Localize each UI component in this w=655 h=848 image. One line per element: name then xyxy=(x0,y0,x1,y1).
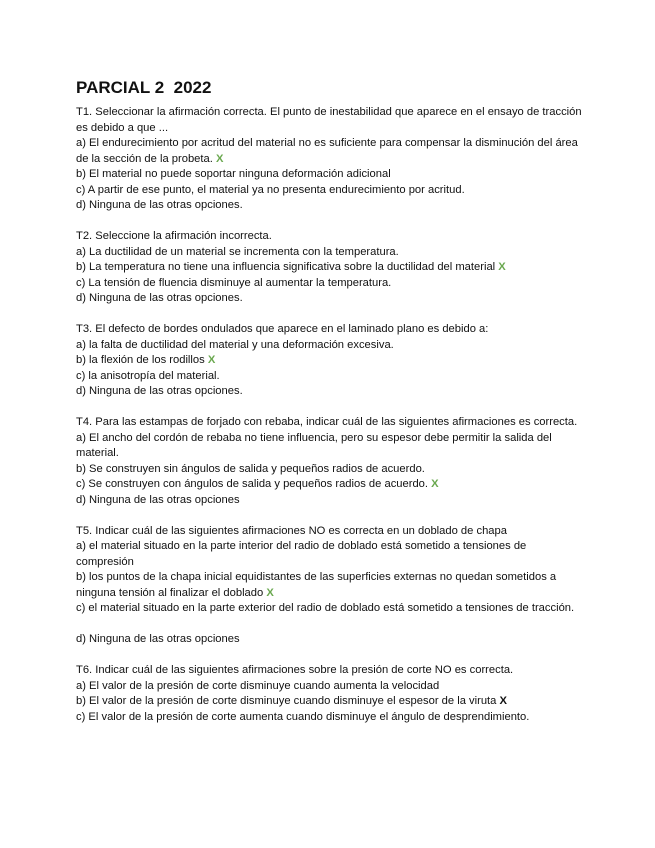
answer-option: d) Ninguna de las otras opciones. xyxy=(76,292,243,304)
blank-line xyxy=(76,617,586,633)
answer-option: a) El valor de la presión de corte disminuye cuando aumenta la velocidad xyxy=(76,679,440,692)
question-prompt: T4. Para las estampas de forjado con rebaba, indicar cuál de las siguientes afirmaciones es correcta. xyxy=(76,416,578,428)
answer-option: d) Ninguna de las otras opciones xyxy=(76,493,240,506)
answer-option: d) Ninguna de las otras opciones. xyxy=(76,199,243,211)
question-prompt: T5. Indicar cuál de las siguientes afirmaciones NO es correcta en un doblado de chapa xyxy=(76,524,507,537)
question-prompt: T1. Seleccionar la afirmación correcta. El punto de inestabilidad que aparece en el ensayo de tracción es debido a que ... xyxy=(76,106,582,134)
answer-option xyxy=(76,694,586,710)
answer-option xyxy=(76,477,586,493)
selected-answer-mark: X xyxy=(499,695,507,707)
answer-option: d) Ninguna de las otras opciones. xyxy=(76,385,243,397)
answer-option: b) Se construyen sin ángulos de salida y pequeños radios de acuerdo. xyxy=(76,462,425,475)
selected-answer-mark: X xyxy=(207,354,216,366)
selected-answer-mark: X xyxy=(431,478,439,490)
question-t5 xyxy=(76,524,586,648)
option-text: c) Se construyen con ángulos de salida y pequeños radios de acuerdo. xyxy=(76,478,429,490)
option-text: b) la flexión de los rodillos xyxy=(76,354,205,366)
answer-option xyxy=(76,570,586,601)
answer-option: c) A partir de ese punto, el material ya no presenta endurecimiento por acritud. xyxy=(76,183,465,196)
document-title: PARCIAL 2 2022 xyxy=(76,78,212,97)
answer-option: a) la falta de ductilidad del material y una deformación excesiva. xyxy=(76,338,394,351)
answer-option: a) La ductilidad de un material se incrementa con la temperatura. xyxy=(76,245,399,258)
question-t1 xyxy=(76,105,586,214)
selected-answer-mark: X xyxy=(215,152,224,165)
question-prompt: T6. Indicar cuál de las siguientes afirmaciones sobre la presión de corte NO es correcta. xyxy=(76,664,514,676)
question-t6 xyxy=(76,663,586,725)
selected-answer-mark: X xyxy=(266,586,274,599)
document-page xyxy=(76,76,586,741)
answer-option xyxy=(76,353,586,369)
answer-option: b) El material no puede soportar ninguna deformación adicional xyxy=(76,168,391,180)
option-text: b) El valor de la presión de corte disminuye cuando disminuye el espesor de la viruta xyxy=(76,695,497,707)
answer-option xyxy=(76,136,586,167)
option-text: b) La temperatura no tiene una influencia significativa sobre la ductilidad del material xyxy=(76,261,496,273)
answer-option: d) Ninguna de las otras opciones xyxy=(76,633,240,645)
question-t4 xyxy=(76,415,586,508)
question-prompt: T2. Seleccione la afirmación incorrecta. xyxy=(76,230,272,242)
question-t3 xyxy=(76,322,586,400)
answer-option: c) La tensión de fluencia disminuye al aumentar la temperatura. xyxy=(76,276,392,289)
answer-option xyxy=(76,260,586,276)
option-text: a) El endurecimiento por acritud del material no es suficiente para compensar la disminución del área de la sección de la probeta. xyxy=(76,137,578,165)
question-prompt: T3. El defecto de bordes ondulados que aparece en el laminado plano es debido a: xyxy=(76,323,489,335)
answer-option: c) El valor de la presión de corte aumenta cuando disminuye el ángulo de desprendimiento. xyxy=(76,710,530,723)
option-text: b) los puntos de la chapa inicial equidistantes de las superficies externas no quedan sometidos a ninguna tensión al finalizar el doblado xyxy=(76,571,557,599)
answer-option: c) el material situado en la parte exterior del radio de doblado está sometido a tensiones de tracción. xyxy=(76,602,575,614)
answer-option: a) El ancho del cordón de rebaba no tiene influencia, pero su espesor debe permitir la salida del material. xyxy=(76,431,552,459)
answer-option: a) el material situado en la parte interior del radio de doblado está sometido a tensiones de compresión xyxy=(76,540,527,568)
answer-option: c) la anisotropía del material. xyxy=(76,369,220,382)
question-t2 xyxy=(76,229,586,307)
selected-answer-mark: X xyxy=(498,261,506,273)
